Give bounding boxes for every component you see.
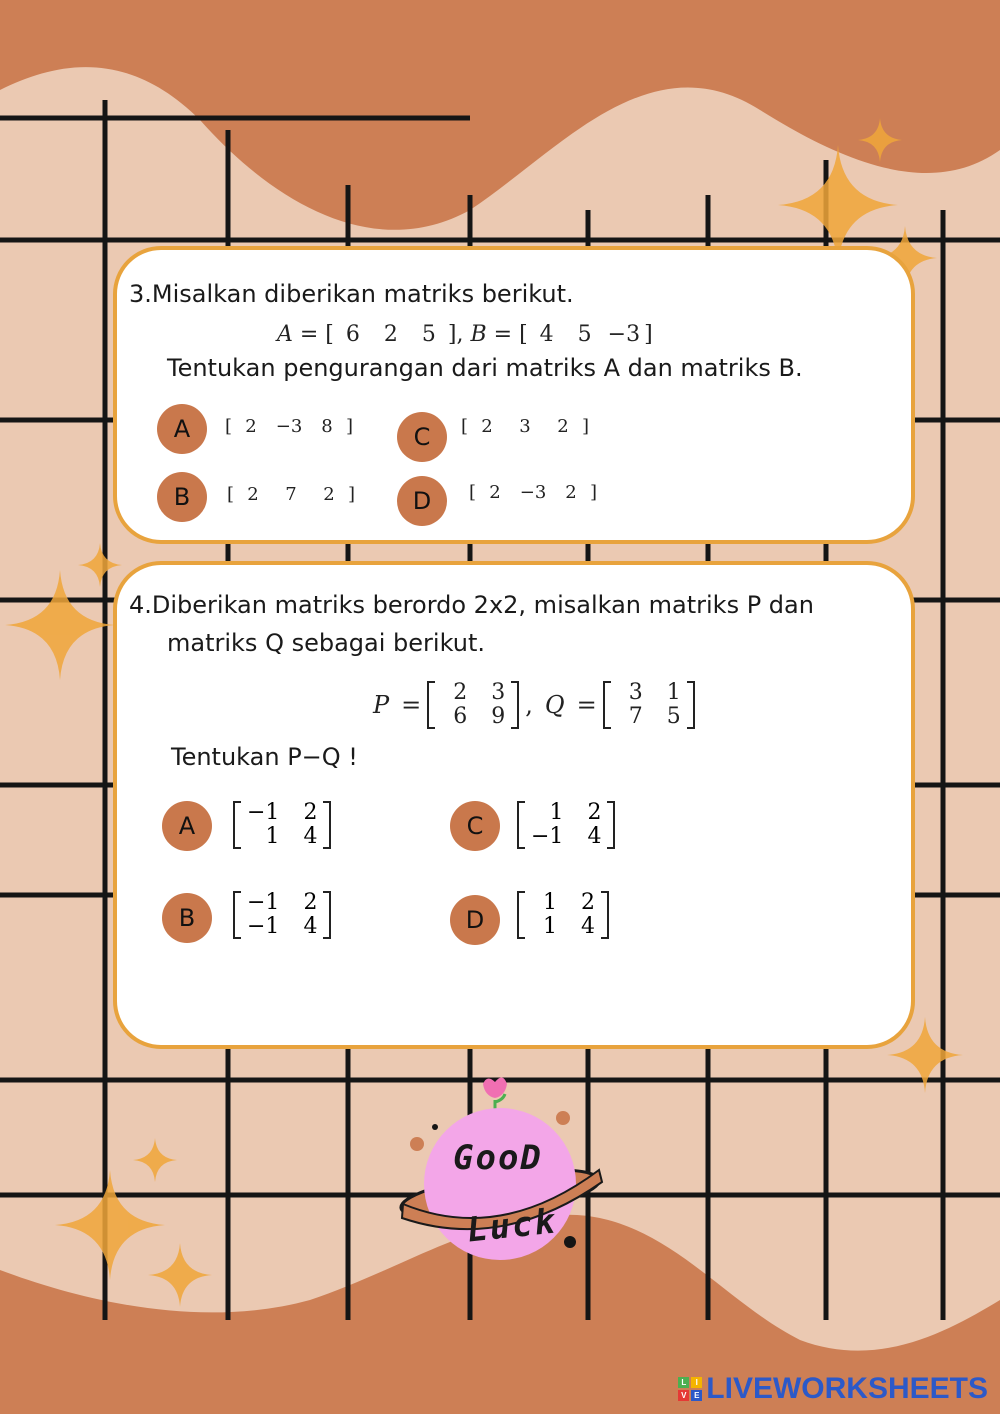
matrix-cell: 2 [245,416,257,437]
matrix-cell: −1 [247,800,280,825]
matrix-cell: 4 [581,914,595,939]
option-d-matrix [517,891,609,939]
matrix-cell: 2 [323,484,335,505]
matrix-cell: −3 [607,322,641,347]
matrix-cell: −1 [247,914,280,939]
matrix-cell: 4 [303,914,318,939]
matrix-cell: 3 [519,416,531,437]
option-b-button[interactable]: B [157,472,207,522]
option-b-value: [ 2 7 2 ] [227,484,356,505]
question-3-instruction: Tentukan pengurangan dari matriks A dan matriks B. [167,354,803,382]
matrix-cell: −3 [519,482,547,503]
matrix-cell: 4 [539,322,554,347]
left-bracket [517,891,525,939]
sticker-text-luck: Luck [465,1201,559,1251]
matrix-cell: 2 [303,800,318,825]
option-c-value: [ 2 3 2 ] [461,416,590,437]
option-row [232,416,346,437]
matrix-q [603,681,695,729]
right-bracket [323,891,331,939]
matrix-cell: 6 [453,704,468,729]
sticker-text-good: GooD [453,1138,543,1178]
right-bracket [687,681,695,729]
matrix-cell: 2 [247,484,259,505]
option-b-matrix [233,891,331,939]
matrix-cell: 5 [666,704,681,729]
matrix-a-row [334,322,448,347]
matrix-cell: 1 [666,680,681,705]
matrix-cell: 2 [489,482,501,503]
matrix-cell: 5 [421,322,436,347]
matrix-cell: −3 [275,416,303,437]
question-4-prompt-line-1: 4.Diberikan matriks berordo 2x2, misalkan matriks P dan [129,591,814,619]
question-3-matrices: A = [ 6 2 5 ], B = [ 4 5 −3 ] [277,322,653,347]
matrix-cell: 6 [345,322,360,347]
matrix-cell: 3 [491,680,506,705]
matrix-cell: −1 [247,890,280,915]
matrix-cell: 5 [577,322,592,347]
matrix-cell: 2 [565,482,577,503]
matrix-cell: 2 [453,680,468,705]
matrix-cell: 3 [628,680,643,705]
left-bracket [517,801,525,849]
question-4-prompt-line-2: matriks Q sebagai berikut. [167,629,485,657]
question-3-prompt: 3.Misalkan diberikan matriks berikut. [129,280,574,308]
question-4-matrices: P = 2 3 6 9 , Q = 3 1 7 5 [367,681,695,729]
brand-name: LIVEWORKSHEETS [706,1372,988,1405]
question-4-instruction: Tentukan P−Q ! [171,743,358,771]
left-bracket [233,801,241,849]
matrix-cell: 4 [303,824,318,849]
matrix-cell: 2 [557,416,569,437]
liveworksheets-brand [678,1372,988,1406]
matrix-cell: 4 [587,824,602,849]
good-luck-sticker [395,1072,610,1272]
option-a-value: [ 2 −3 8 ] [225,416,354,437]
option-row [234,484,348,505]
option-d-value: [ 2 −3 2 ] [469,482,598,503]
option-row [476,482,590,503]
matrix-b-row [528,322,644,347]
matrix-cell: 2 [581,890,595,915]
question-4-card [113,561,915,1049]
option-a-button[interactable]: A [157,404,207,454]
option-c-button[interactable]: C [450,801,500,851]
matrix-cell: 2 [303,890,318,915]
matrix-cell: 7 [285,484,297,505]
option-b-button[interactable]: B [162,893,212,943]
option-c-matrix [517,801,615,849]
matrix-cell: 7 [628,704,643,729]
right-bracket [323,801,331,849]
matrix-cell: 8 [321,416,333,437]
matrix-cell: 1 [549,800,564,825]
matrix-cell: 2 [481,416,493,437]
option-a-matrix [233,801,331,849]
question-3-card [113,246,915,544]
right-bracket [511,681,519,729]
matrix-cell: 2 [587,800,602,825]
option-d-button[interactable]: D [397,476,447,526]
right-bracket [601,891,609,939]
option-c-button[interactable]: C [397,412,447,462]
matrix-cell: 1 [543,890,557,915]
left-bracket [427,681,435,729]
matrix-cell: 2 [383,322,398,347]
right-bracket [607,801,615,849]
matrix-cell: −1 [531,824,564,849]
left-bracket [603,681,611,729]
matrix-cell: 9 [491,704,506,729]
left-bracket [233,891,241,939]
matrix-p [427,681,519,729]
option-d-button[interactable]: D [450,895,500,945]
matrix-cell: 1 [265,824,280,849]
matrix-cell: 1 [543,914,557,939]
liveworksheets-logo-icon: L I V E [678,1377,702,1401]
option-a-button[interactable]: A [162,801,212,851]
option-row [468,416,582,437]
